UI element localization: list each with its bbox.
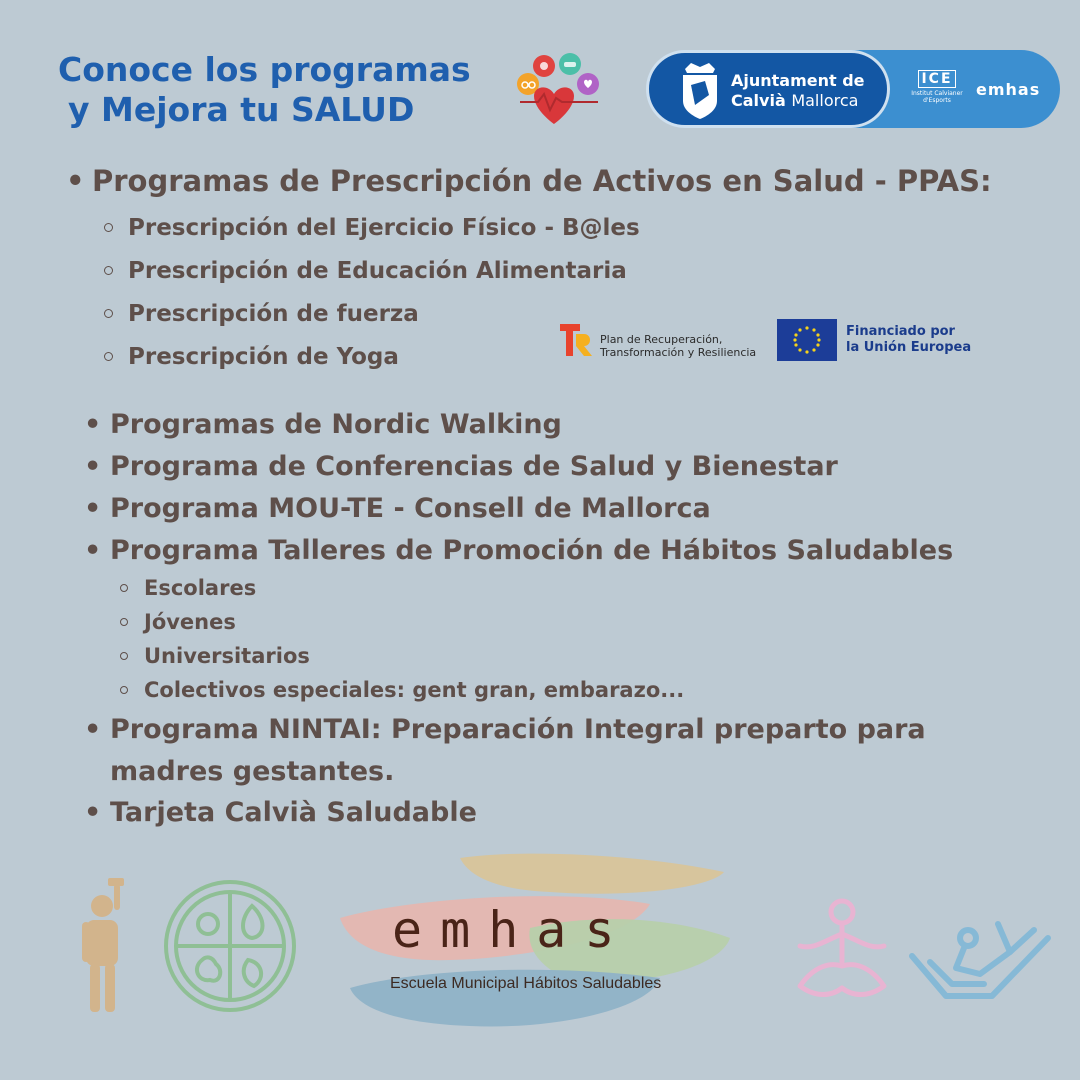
plate-food-icon (162, 878, 298, 1014)
program-ppas: • Programas de Prescripción de Activos en Salud - PPAS: (92, 162, 992, 200)
talleres-sub-item: Colectivos especiales: gent gran, embarazo... (144, 678, 685, 702)
program-item: • Programa Talleres de Promoción de Hábitos Saludables (110, 533, 953, 569)
program-nintai: • Programa NINTAI: Preparación Integral preparto para (110, 712, 926, 748)
footer-subtitle: Escuela Municipal Hábitos Saludables (390, 975, 662, 992)
ppas-sub-item: Prescripción del Ejercicio Físico - B@les (128, 212, 640, 244)
ajuntament-line-1: Ajuntament de (731, 71, 865, 90)
prtr-text (600, 333, 756, 359)
program-item: • Programas de Nordic Walking (110, 407, 562, 443)
talleres-sub-item: Jóvenes (144, 610, 236, 634)
weightlifter-icon (72, 878, 144, 1014)
heart-icon (534, 87, 574, 124)
yoga-icon (790, 896, 894, 1004)
program-nintai-cont: madres gestantes. (110, 756, 395, 787)
ajuntament-calvia: Calvià (731, 91, 786, 110)
ice-line-1: Institut Calvianer (911, 90, 963, 97)
ppas-sub-item: Prescripción de Educación Alimentaria (128, 255, 627, 287)
ajuntament-pill (646, 50, 890, 128)
page-title (58, 50, 471, 130)
ppas-sub-item: Prescripción de fuerza (128, 298, 419, 330)
health-icons-cluster (514, 52, 604, 132)
prtr-logo-icon (558, 322, 596, 358)
ice-logo (908, 68, 966, 104)
ice-line-2: d'Esports (923, 97, 951, 104)
eu-line-1: Financiado por (846, 324, 955, 339)
prtr-line-2: Transformación y Resiliencia (600, 346, 757, 359)
program-item: • Programa de Conferencias de Salud y Bienestar (110, 449, 838, 485)
prtr-line-1: Plan de Recuperación, (600, 333, 723, 346)
footer-brand: emhas (392, 901, 633, 959)
title-line-1: Conoce los programas (58, 50, 471, 89)
eu-line-2: la Unión Europea (846, 340, 972, 355)
ppas-sub-item: Prescripción de Yoga (128, 341, 399, 373)
title-line-2: y Mejora tu SALUD (68, 90, 415, 129)
ajuntament-crest-icon (677, 61, 723, 121)
eu-text (846, 324, 971, 356)
emhas-banner-label: emhas (976, 80, 1041, 99)
talleres-sub-item: Escolares (144, 576, 257, 600)
talleres-sub-item: Universitarios (144, 644, 310, 668)
program-tarjeta: • Tarjeta Calvià Saludable (110, 795, 477, 831)
institution-banner (646, 50, 1060, 128)
ice-abbr: ICE (918, 70, 955, 88)
ajuntament-mallorca: Mallorca (791, 91, 859, 110)
eu-flag-icon (777, 319, 837, 361)
reclining-person-icon (906, 912, 1056, 1008)
program-item: • Programa MOU-TE - Consell de Mallorca (110, 491, 711, 527)
